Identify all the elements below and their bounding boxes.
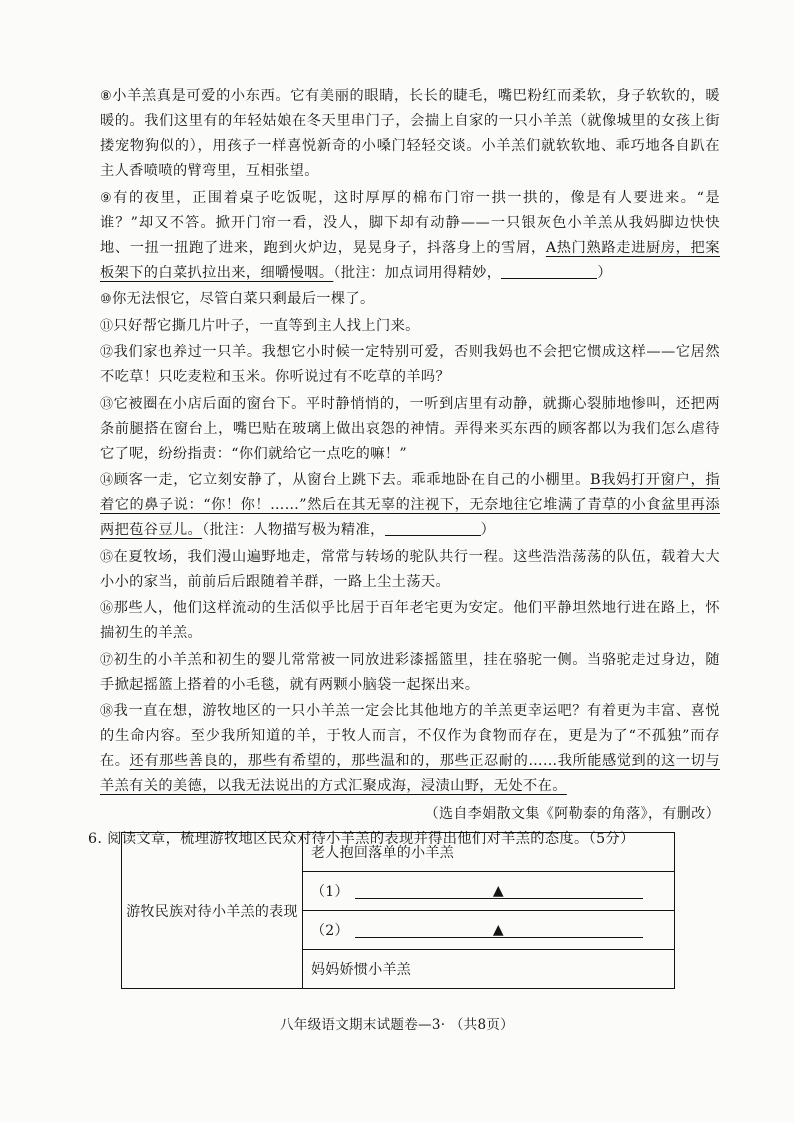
annotation-a-blank[interactable] (501, 264, 597, 279)
paragraph-9 (100, 186, 720, 286)
answer-2-label: （2） (311, 923, 349, 939)
paragraph-13 (100, 392, 720, 467)
paragraph-11 (100, 314, 720, 339)
paragraph-text: 有的夜里，正围着桌子吃饭呢，这时厚厚的棉布门帘一拱一拱的，像是有人要进来。“是谁？”却又不答。掀开门帘一看，没人，脚下却有动静——一只银灰色小羊羔从我妈脚边快快地、一扭一扭跑了进来，跑到火炉边，晃晃身子，抖落身上的雪屑， (100, 189, 720, 256)
annotation-a: （批注：加点词用得精妙， (333, 264, 502, 281)
underlined-sentence-b: B我妈打开窗户，指着它的鼻子说：“你！你！……”然后在其无辜的注视下，无奈地往它堆满了青草的小食盆里再添两把苞谷豆儿。 (100, 472, 720, 538)
table-row-elder: 老人抱回落单的小羊羔 (303, 833, 675, 872)
annotation-a-close: ） (597, 264, 612, 281)
triangle-marker-icon: ▲ (492, 883, 504, 899)
annotation-b-blank[interactable] (385, 521, 481, 536)
paragraph-17 (100, 648, 720, 698)
page-footer: 八年级语文期末试题卷—3· （共8页） (280, 1017, 514, 1033)
table-row-answer-1 (303, 872, 675, 911)
table-row-answer-2 (303, 911, 675, 950)
paragraph-text: 只好帮它撕几片叶子，一直等到主人找上门来。 (113, 317, 420, 334)
paragraph-text: 我一直在想，游牧地区的一只小羊羔一定会比其他地方的羊羔更幸运吧？有着更为丰富、喜悦的生命内容。至少我所知道的羊，于牧人而言，不仅作为食物而存在，更是为了“不孤独”而存在。 (100, 703, 720, 769)
triangle-marker-icon: ▲ (492, 922, 504, 938)
paragraph-number: ⑩ (100, 292, 113, 307)
paragraph-text: 初生的小羊羔和初生的婴儿常常被一同放进彩漆摇篮里，挂在骆驼一侧。当骆驼走过身边，随手掀起摇篮上搭着的小毛毯，就有两颗小脑袋一起探出来。 (100, 651, 720, 693)
paragraph-18 (100, 699, 720, 799)
paragraph-number: ⑨ (100, 190, 114, 206)
paragraph-15 (100, 545, 720, 595)
paragraph-number: ⑭ (100, 473, 114, 488)
paragraph-text: 顾客一走，它立刻安静了，从窗台上跳下去。乖乖地卧在自己的小棚里。 (113, 472, 591, 488)
paragraph-text: 你无法恨它，尽管白菜只剩最后一棵了。 (112, 291, 375, 307)
annotation-b: （批注：人物描写极为精准， (202, 522, 385, 538)
paragraph-16 (100, 596, 720, 646)
source-citation: （选自李娟散文集《阿勒泰的角落》，有删改） (424, 806, 720, 822)
answer-1-label: （1） (311, 884, 349, 900)
paragraph-text: 那些人，他们这样流动的生活似乎比居于百年老宅更为安定。他们平静坦然地行进在路上，怀揣初生的羊羔。 (100, 600, 720, 641)
paragraph-8 (100, 84, 720, 184)
paragraph-number: ⑱ (100, 704, 114, 719)
paragraph-number: ⑧ (100, 89, 113, 104)
paragraph-10 (100, 287, 720, 312)
paragraph-14 (100, 468, 720, 543)
paragraph-text: 小羊羔真是可爱的小东西。它有美丽的眼睛，长长的睫毛，嘴巴粉红而柔软，身子软软的，暖暖的。我们这里有的年轻姑娘在冬天里串门子，会揣上自家的一只小羊羔（就像城里的女孩上街搂宠物狗似的），用孩子一样喜悦新奇的小嗓门轻轻交谈。小羊羔们就软软地、乖巧地各自趴在主人香喷喷的臂弯里，互相张望。 (100, 88, 720, 179)
paragraph-text: 在夏牧场，我们漫山遍野地走，常常与转场的驼队共行一程。这些浩浩荡荡的队伍，载着大大小小的家当，前前后后跟随着羊群，一路上尘土荡天。 (100, 548, 720, 590)
question-6: 6. 阅读文章，梳理游牧地区民众对待小羊羔的表现并得出他们对羊羔的态度。（5分） (88, 831, 635, 847)
underlined-sentence-a: A热门熟路走进厨房，把案板架下的白菜扒拉出来，细嚼慢咽。 (100, 239, 720, 281)
paragraph-number: ⑬ (100, 396, 114, 412)
paragraph-text: 它被圈在小店后面的窗台下。平时静悄悄的，一听到店里有动静，就撕心裂肺地惨叫，还把两条前腿搭在窗台上，嘴巴贴在玻璃上做出哀怨的神情。弄得来买东西的顾客都以为我们怎么虐待它了呢，纷纷指责：“你们就给它一点吃的嘛！” (100, 395, 720, 462)
table-left-label: 游牧民族对待小羊羔的表现 (122, 833, 303, 989)
paragraph-12 (100, 340, 720, 390)
paragraph-number: ⑪ (100, 318, 114, 334)
underlined-sentence-c: 还有那些善良的，那些有希望的，那些温和的，那些正忍耐的……我所能感觉到的这一切与羊羔有关的美德，以我无法说出的方式汇聚成海，浸渍山野，无处不在。 (100, 753, 720, 794)
answer-1-blank[interactable] (355, 884, 643, 899)
table-row-mother: 妈妈娇惯小羊羔 (303, 950, 675, 989)
answer-2-blank[interactable] (355, 923, 643, 938)
paragraph-number: ⑰ (100, 652, 114, 668)
article-body (88, 84, 721, 850)
annotation-b-close: ） (480, 522, 496, 538)
paragraph-number: ⑮ (100, 549, 114, 565)
paragraph-number: ⑫ (100, 345, 114, 360)
paragraph-number: ⑯ (100, 601, 114, 616)
answer-table (121, 832, 675, 989)
paragraph-text: 我们家也养过一只羊。我想它小时候一定特别可爱，否则我妈也不会把它惯成这样——它居然不吃草！只吃麦粒和玉米。你听说过有不吃草的羊吗？ (100, 344, 721, 385)
